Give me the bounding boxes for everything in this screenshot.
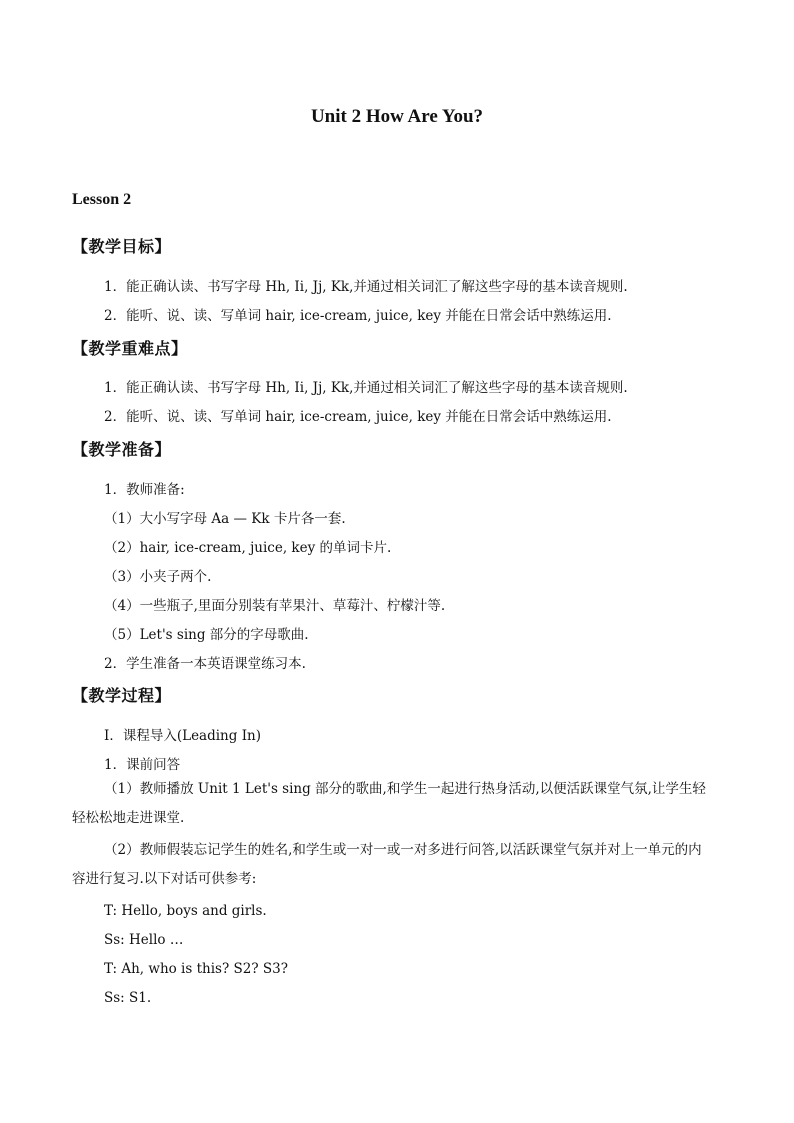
dialogue-line-3: T: Ah, who is this? S2? S3? <box>104 961 288 977</box>
preparation-item-3: （2）hair, ice-cream, juice, key 的单词卡片. <box>104 540 392 556</box>
process-item-4: （2）教师假装忘记学生的姓名,和学生或一对一或一对多进行问答,以活跃课堂气氛并对上一单元的内容进行复习.以下对话可供参考: <box>72 842 702 887</box>
document-title: Unit 2 How Are You? <box>310 106 484 127</box>
key-points-item-2: 2．能听、说、读、写单词 hair, ice-cream, juice, key 并能在日常会话中熟练运用. <box>104 409 612 425</box>
process-item-1: Ⅰ．课程导入(Leading In) <box>104 728 261 744</box>
preparation-item-1: 1．教师准备: <box>104 482 185 498</box>
dialogue-line-2: Ss: Hello … <box>104 932 184 948</box>
preparation-item-6: （5）Let's sing 部分的字母歌曲. <box>104 627 309 643</box>
preparation-item-5: （4）一些瓶子,里面分别装有苹果汁、草莓汁、柠檬汁等. <box>104 598 446 614</box>
dialogue-line-4: Ss: S1. <box>104 990 152 1006</box>
goals-item-2: 2．能听、说、读、写单词 hair, ice-cream, juice, key 并能在日常会话中熟练运用. <box>104 308 612 324</box>
goals-heading: 【教学目标】 <box>72 237 172 256</box>
key-points-item-1: 1．能正确认读、书写字母 Hh, Ii, Jj, Kk,并通过相关词汇了解这些字母的基本读音规则. <box>104 380 628 396</box>
goals-item-1: 1．能正确认读、书写字母 Hh, Ii, Jj, Kk,并通过相关词汇了解这些字母的基本读音规则. <box>104 279 628 295</box>
process-item-3: （1）教师播放 Unit 1 Let's sing 部分的歌曲,和学生一起进行热身活动,以便活跃课堂气氛,让学生轻轻松松地走进课堂. <box>72 781 706 826</box>
preparation-heading: 【教学准备】 <box>72 440 172 459</box>
process-heading: 【教学过程】 <box>72 686 172 705</box>
preparation-item-4: （3）小夹子两个. <box>104 569 212 585</box>
dialogue-line-1: T: Hello, boys and girls. <box>104 903 267 919</box>
preparation-item-7: 2．学生准备一本英语课堂练习本. <box>104 656 306 672</box>
key-points-heading: 【教学重难点】 <box>72 339 188 358</box>
preparation-item-2: （1）大小写字母 Aa — Kk 卡片各一套. <box>104 511 346 527</box>
process-item-2: 1．课前问答 <box>104 757 181 773</box>
lesson-label: Lesson 2 <box>72 191 132 208</box>
